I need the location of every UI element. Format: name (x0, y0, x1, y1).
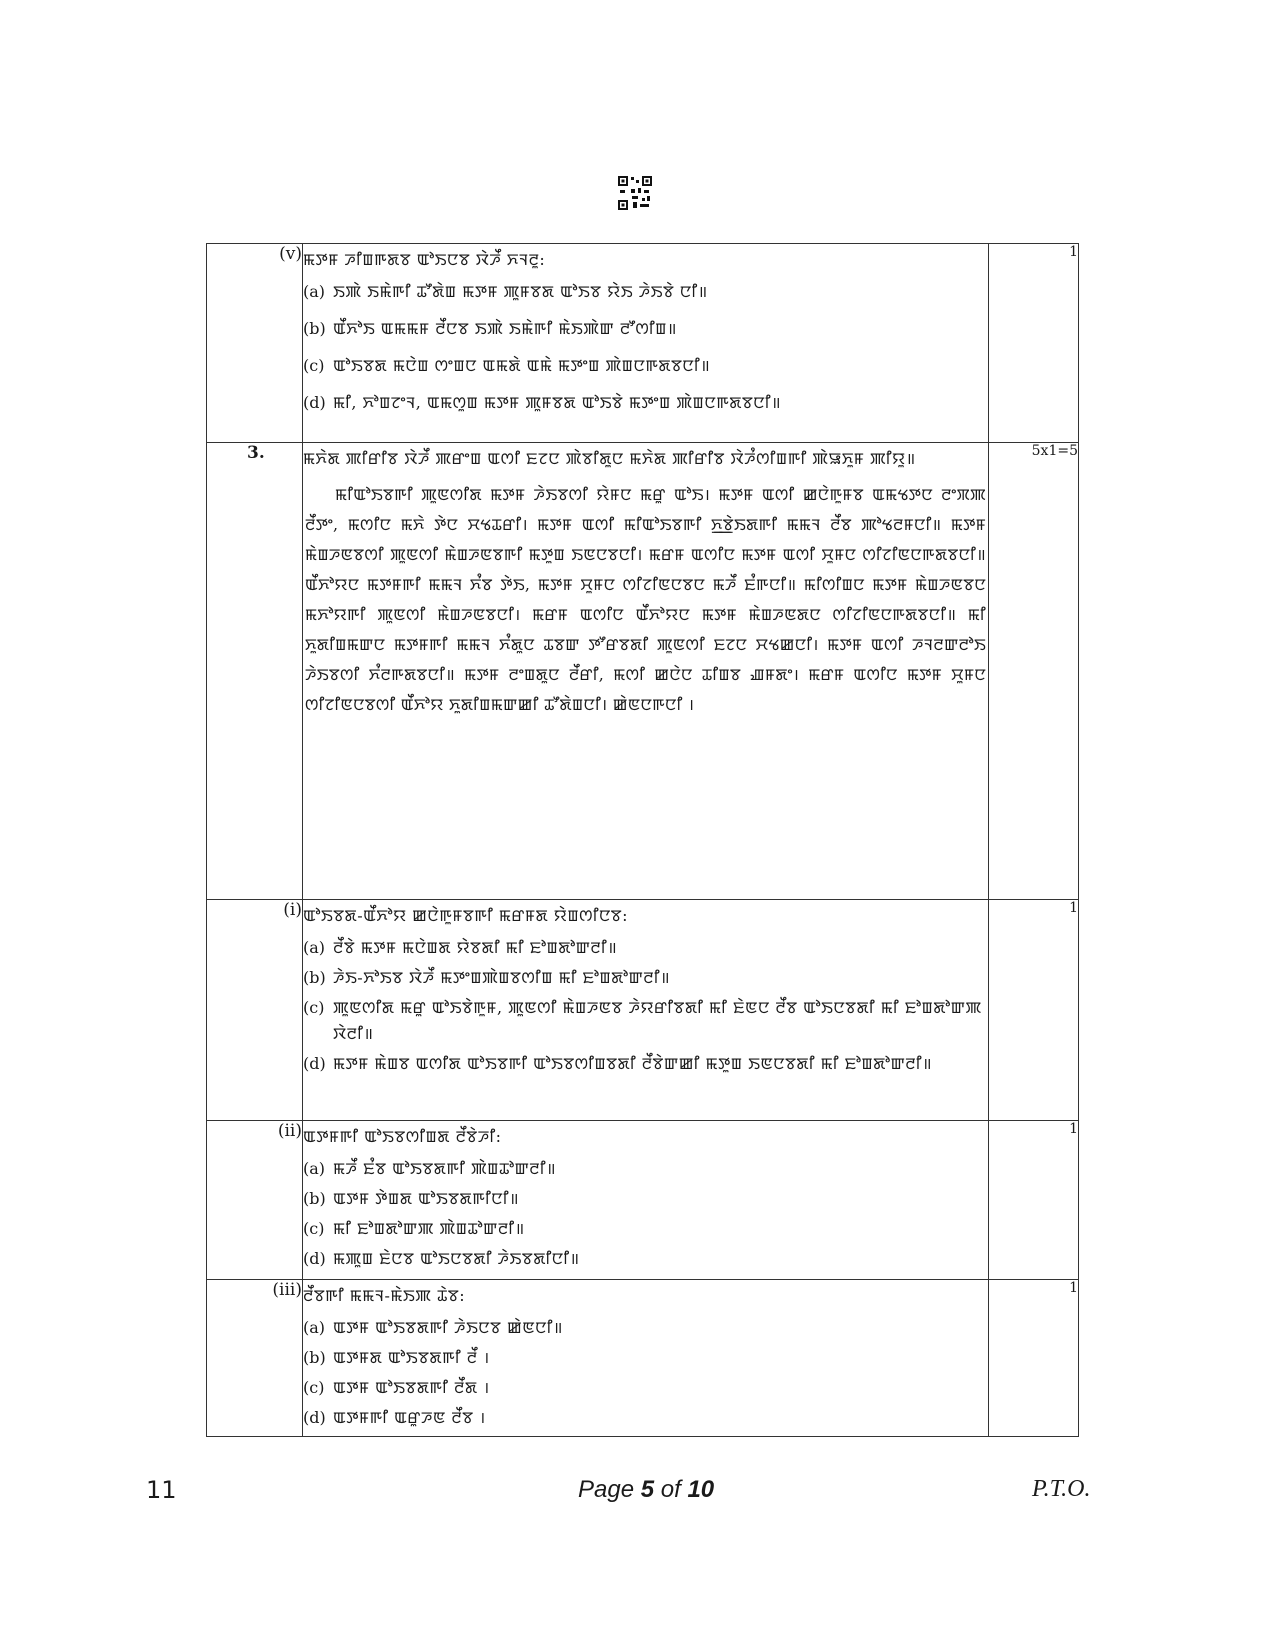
option-label: (a) (303, 282, 326, 301)
question-body (303, 244, 989, 443)
page-word: Page (578, 1476, 641, 1503)
qr-code-icon (618, 176, 652, 210)
question-number: (ii) (207, 1121, 303, 1280)
option-label: (c) (303, 1219, 325, 1238)
option-label: (c) (303, 998, 325, 1017)
question-stem: ꯃꯇꯝ ꯍꯤꯡꯒꯗꯕ ꯑꯣꯏꯅꯕ ꯋꯥꯍꯩ ꯈꯜꯂꯨ: (303, 250, 546, 269)
question-table (206, 243, 1079, 1437)
question-row-3 (207, 443, 1079, 900)
option-a (303, 1315, 988, 1341)
pto-label: P.T.O. (1032, 1476, 1091, 1502)
option-text: ꯃꯇꯝ ꯃꯥꯡꯕ ꯑꯁꯤꯗ ꯑꯣꯏꯕꯒꯤ ꯑꯣꯏꯕꯁꯤꯡꯕꯗꯤ ꯂꯩꯕꯥꯛꯀꯤ ꯃꯇꯨꯡ ꯏꯟꯅꯕꯗꯤ ꯃꯤ ꯐꯣꯡꯗꯣꯛꯂꯤ॥ (333, 1054, 933, 1073)
question-row-iii (207, 1280, 1079, 1437)
option-a (303, 279, 988, 305)
option-c (303, 1216, 988, 1242)
question-stem: ꯑꯣꯏꯕꯗ-ꯑꯩꯈꯣꯌ ꯀꯅꯥꯒꯨꯝꯕꯒꯤ ꯃꯔꯝꯗ ꯌꯥꯡꯁꯤꯅꯕ: (303, 906, 629, 925)
question-body (303, 900, 989, 1121)
option-text: ꯑꯇꯝ ꯑꯣꯏꯕꯗꯒꯤ ꯂꯩꯗ । (333, 1378, 490, 1397)
passage-text: ꯃꯤꯑꯣꯏꯕꯒꯤ ꯄꯨꯟꯁꯤꯗ ꯃꯇꯝ ꯍꯥꯏꯕꯁꯤ ꯌꯥꯝꯅ ꯃꯔꯨ ꯑꯣꯏ। ꯃꯇꯝ ꯑꯁꯤ ꯀꯅꯥꯒꯨꯝꯕ ꯑꯃꯠꯇꯅ ꯂꯦꯞꯄ ꯂꯩꯇꯦ, ꯃꯁꯤꯅ ꯃꯈꯥ ꯇꯥꯅ ꯆꯠꯊꯔꯤ। ꯃꯇꯝ ꯑꯁꯤ ꯃꯤꯑꯣꯏꯕꯒꯤ ꯈ꯭ꯕꯥꯏꯗꯒꯤ ꯃꯃꯜ ꯂꯩꯕ ꯄꯣꯠꯂꯝꯅꯤ॥ ꯃꯇꯝ ꯃꯥꯡꯍꯟꯕꯁꯤ ꯄꯨꯟꯁꯤ ꯃꯥꯡꯍꯟꯕꯒꯤ ꯃꯇꯨꯡ ꯏꯟꯅꯕꯅꯤ। ꯃꯔꯝ ꯑꯁꯤꯅ ꯃꯇꯝ ꯑꯁꯤ ꯆꯨꯝꯅ ꯁꯤꯖꯤꯟꯅꯒꯗꯕꯅꯤ॥ ꯑꯩꯈꯣꯌꯅ ꯃꯇꯝꯒꯤ ꯃꯃꯜ ꯈꯪꯕ ꯇꯥꯏ, ꯃꯇꯝ ꯆꯨꯝꯅ ꯁꯤꯖꯤꯟꯅꯕꯅ ꯃꯍꯩ ꯐꯪꯒꯅꯤ॥ ꯃꯤꯁꯤꯡꯅ ꯃꯇꯝ ꯃꯥꯡꯍꯟꯕꯅ ꯃꯈꯣꯌꯒꯤ ꯄꯨꯟꯁꯤ ꯃꯥꯡꯍꯟꯕꯅꯤ। ꯃꯔꯝ ꯑꯁꯤꯅ ꯑꯩꯈꯣꯌꯅ ꯃꯇꯝ ꯃꯥꯡꯍꯟꯗꯅ ꯁꯤꯖꯤꯟꯅꯒꯗꯕꯅꯤ॥ ꯃꯤ ꯈꯨꯗꯤꯡꯃꯛꯅ ꯃꯇꯝꯒꯤ ꯃꯃꯜ ꯈꯪꯗꯨꯅ ꯊꯕꯛ ꯇꯧꯔꯕꯗꯤ ꯄꯨꯟꯁꯤ ꯐꯖꯅ ꯆꯠꯀꯅꯤ। ꯃꯇꯝ ꯑꯁꯤ ꯍꯜꯂꯛꯂꯣꯏ ꯍꯥꯏꯕꯁꯤ ꯈꯪꯂꯒꯗꯕꯅꯤ॥ ꯃꯇꯝ ꯂꯦꯡꯗꯨꯅ ꯂꯩꯔꯤ, ꯃꯁꯤ ꯀꯅꯥꯅ ꯊꯤꯡꯕ ꯉꯝꯗꯦ। ꯃꯔꯝ ꯑꯁꯤꯅ ꯃꯇꯝ ꯆꯨꯝꯅ ꯁꯤꯖꯤꯟꯅꯕꯁꯤ ꯑꯩꯈꯣꯌ ꯈꯨꯗꯤꯡꯃꯛꯀꯤ ꯊꯧꯗꯥꯡꯅꯤ। (305, 485, 986, 714)
option-b (303, 316, 988, 342)
question-number: (iii) (207, 1280, 303, 1437)
option-text: ꯃꯍꯩ ꯐꯪꯕ ꯑꯣꯏꯕꯗꯒꯤ ꯄꯥꯡꯊꯣꯛꯂꯤ॥ (333, 1159, 557, 1178)
marks-cell: 1 (989, 1121, 1079, 1280)
option-label: (d) (303, 393, 326, 412)
question-body (303, 443, 989, 900)
option-c (303, 995, 988, 1047)
question-stem: ꯂꯩꯕꯒꯤ ꯃꯃꯜ-ꯃꯥꯏꯄ ꯊꯥꯕ: (303, 1286, 466, 1305)
option-b (303, 1186, 988, 1212)
option-label: (d) (303, 1408, 326, 1427)
option-label: (b) (303, 968, 326, 987)
paper-code: 11 (146, 1476, 177, 1504)
marks-cell: 1 (989, 1280, 1079, 1437)
of-word: of (654, 1476, 688, 1503)
question-row-v (207, 244, 1079, 443)
option-text: ꯃꯤ, ꯈꯣꯡꯖꯦꯜ, ꯑꯃꯁꯨꯡ ꯃꯇꯝ ꯄꯨꯝꯕꯗ ꯑꯣꯏꯕꯥ ꯃꯇꯦꯡ ꯄꯥꯡꯅꯒꯗꯕꯅꯤ॥ (333, 393, 782, 412)
option-label: (a) (303, 1318, 326, 1337)
option-c (303, 353, 988, 379)
option-text: ꯃꯄꯨꯡ ꯐꯥꯅꯕ ꯑꯣꯏꯅꯕꯗꯤ ꯍꯥꯏꯕꯗꯤꯅꯤ॥ (333, 1249, 580, 1268)
option-label: (d) (303, 1249, 326, 1268)
question-body (303, 1121, 989, 1280)
option-a (303, 935, 988, 961)
question-body (303, 1280, 989, 1437)
question-number: (i) (207, 900, 303, 1121)
option-label: (b) (303, 1189, 326, 1208)
option-c (303, 1375, 988, 1401)
option-label: (c) (303, 356, 325, 375)
option-b (303, 1345, 988, 1371)
marks-cell: 1 (989, 900, 1079, 1121)
option-text: ꯄꯨꯟꯁꯤꯗ ꯃꯔꯨ ꯑꯣꯏꯕꯥꯒꯨꯝ, ꯄꯨꯟꯁꯤ ꯃꯥꯡꯍꯟꯕ ꯍꯥꯌꯔꯤꯕꯗꯤ ꯃꯤ ꯐꯥꯟꯅ ꯂꯩꯕ ꯑꯣꯏꯅꯕꯗꯤ ꯃꯤ ꯐꯣꯡꯗꯣꯛꯄ ꯋꯥꯂꯤ॥ (333, 998, 982, 1043)
question-row-ii (207, 1121, 1079, 1280)
option-d (303, 1051, 988, 1077)
option-label: (a) (303, 1159, 326, 1178)
question-stem: ꯑꯇꯝꯒꯤ ꯑꯣꯏꯕꯁꯤꯡꯗ ꯂꯩꯕꯥꯍꯤ: (303, 1127, 502, 1146)
question-number: 3. (207, 443, 303, 900)
question-row-i (207, 900, 1079, 1121)
option-label: (c) (303, 1378, 325, 1397)
option-label: (a) (303, 938, 326, 957)
option-text: ꯍꯥꯏ-ꯈꯣꯏꯕ ꯋꯥꯍꯩ ꯃꯇꯦꯡꯄꯥꯡꯕꯁꯤꯡ ꯃꯤ ꯐꯣꯡꯗꯣꯛꯂꯤ॥ (333, 968, 671, 987)
option-text: ꯑꯇꯝ ꯇꯥꯡꯗ ꯑꯣꯏꯕꯗꯒꯤꯅꯤ॥ (333, 1189, 520, 1208)
option-text: ꯂꯩꯕꯥ ꯃꯇꯝ ꯃꯅꯥꯡꯗ ꯌꯥꯕꯗꯤ ꯃꯤ ꯐꯣꯡꯗꯣꯛꯂꯤ॥ (333, 938, 618, 957)
page-total: 10 (687, 1476, 715, 1503)
question-number: (v) (207, 244, 303, 443)
passage-end: ꯀꯥꯟꯅꯒꯅꯤ । (612, 695, 695, 714)
option-d (303, 390, 988, 416)
option-text: ꯑꯇꯝꯒꯤ ꯑꯔꯨꯍꯟ ꯂꯩꯕ । (333, 1408, 486, 1427)
option-a (303, 1156, 988, 1182)
page-current: 5 (640, 1476, 655, 1503)
option-text: ꯑꯩꯈꯣꯏ ꯑꯃꯃꯝ ꯂꯩꯅꯕ ꯏꯄꯥ ꯏꯃꯥꯒꯤ ꯃꯥꯏꯄꯥꯛ ꯂꯧꯁꯤꯡ॥ (333, 319, 677, 338)
option-text: ꯑꯣꯏꯕꯗ ꯃꯅꯥꯡ ꯁꯦꯡꯅ ꯑꯃꯗꯥ ꯑꯃꯥ ꯃꯇꯦꯡ ꯄꯥꯡꯅꯒꯗꯕꯅꯤ॥ (333, 356, 711, 375)
question-stem: ꯃꯈꯥꯗ ꯄꯤꯔꯤꯕ ꯋꯥꯍꯩ ꯄꯔꯦꯡ ꯑꯁꯤ ꯐꯖꯅ ꯄꯥꯕꯤꯗꯨꯅ ꯃꯈꯥꯗ ꯄꯤꯔꯤꯕ ꯋꯥꯍꯪꯁꯤꯡꯒꯤ ꯄꯥꯎꯈꯨꯝ ꯄꯤꯌꯨ॥ (303, 449, 916, 468)
option-text: ꯑꯇꯝꯗ ꯑꯣꯏꯕꯗꯒꯤ ꯂꯩ । (333, 1348, 490, 1367)
option-label: (b) (303, 1348, 326, 1367)
option-label: (d) (303, 1054, 326, 1073)
option-d (303, 1246, 988, 1272)
option-text: ꯏꯄꯥ ꯏꯃꯥꯒꯤ ꯊꯧꯗꯥꯡ ꯃꯇꯝ ꯄꯨꯝꯕꯗ ꯑꯣꯏꯕ ꯌꯥꯏ ꯍꯥꯏꯕꯥ ꯅꯤ॥ (333, 282, 708, 301)
reading-passage (305, 480, 986, 720)
option-text: ꯃꯤ ꯐꯣꯡꯗꯣꯛꯄ ꯄꯥꯡꯊꯣꯛꯂꯤ॥ (333, 1219, 525, 1238)
option-b (303, 965, 988, 991)
option-d (303, 1405, 988, 1431)
option-label: (b) (303, 319, 326, 338)
marks-cell: 5x1=5 (989, 443, 1079, 900)
page-number (578, 1476, 714, 1504)
option-text: ꯑꯇꯝ ꯑꯣꯏꯕꯗꯒꯤ ꯍꯥꯏꯅꯕ ꯀꯥꯟꯅꯤ॥ (333, 1318, 563, 1337)
marks-cell: 1 (989, 244, 1079, 443)
